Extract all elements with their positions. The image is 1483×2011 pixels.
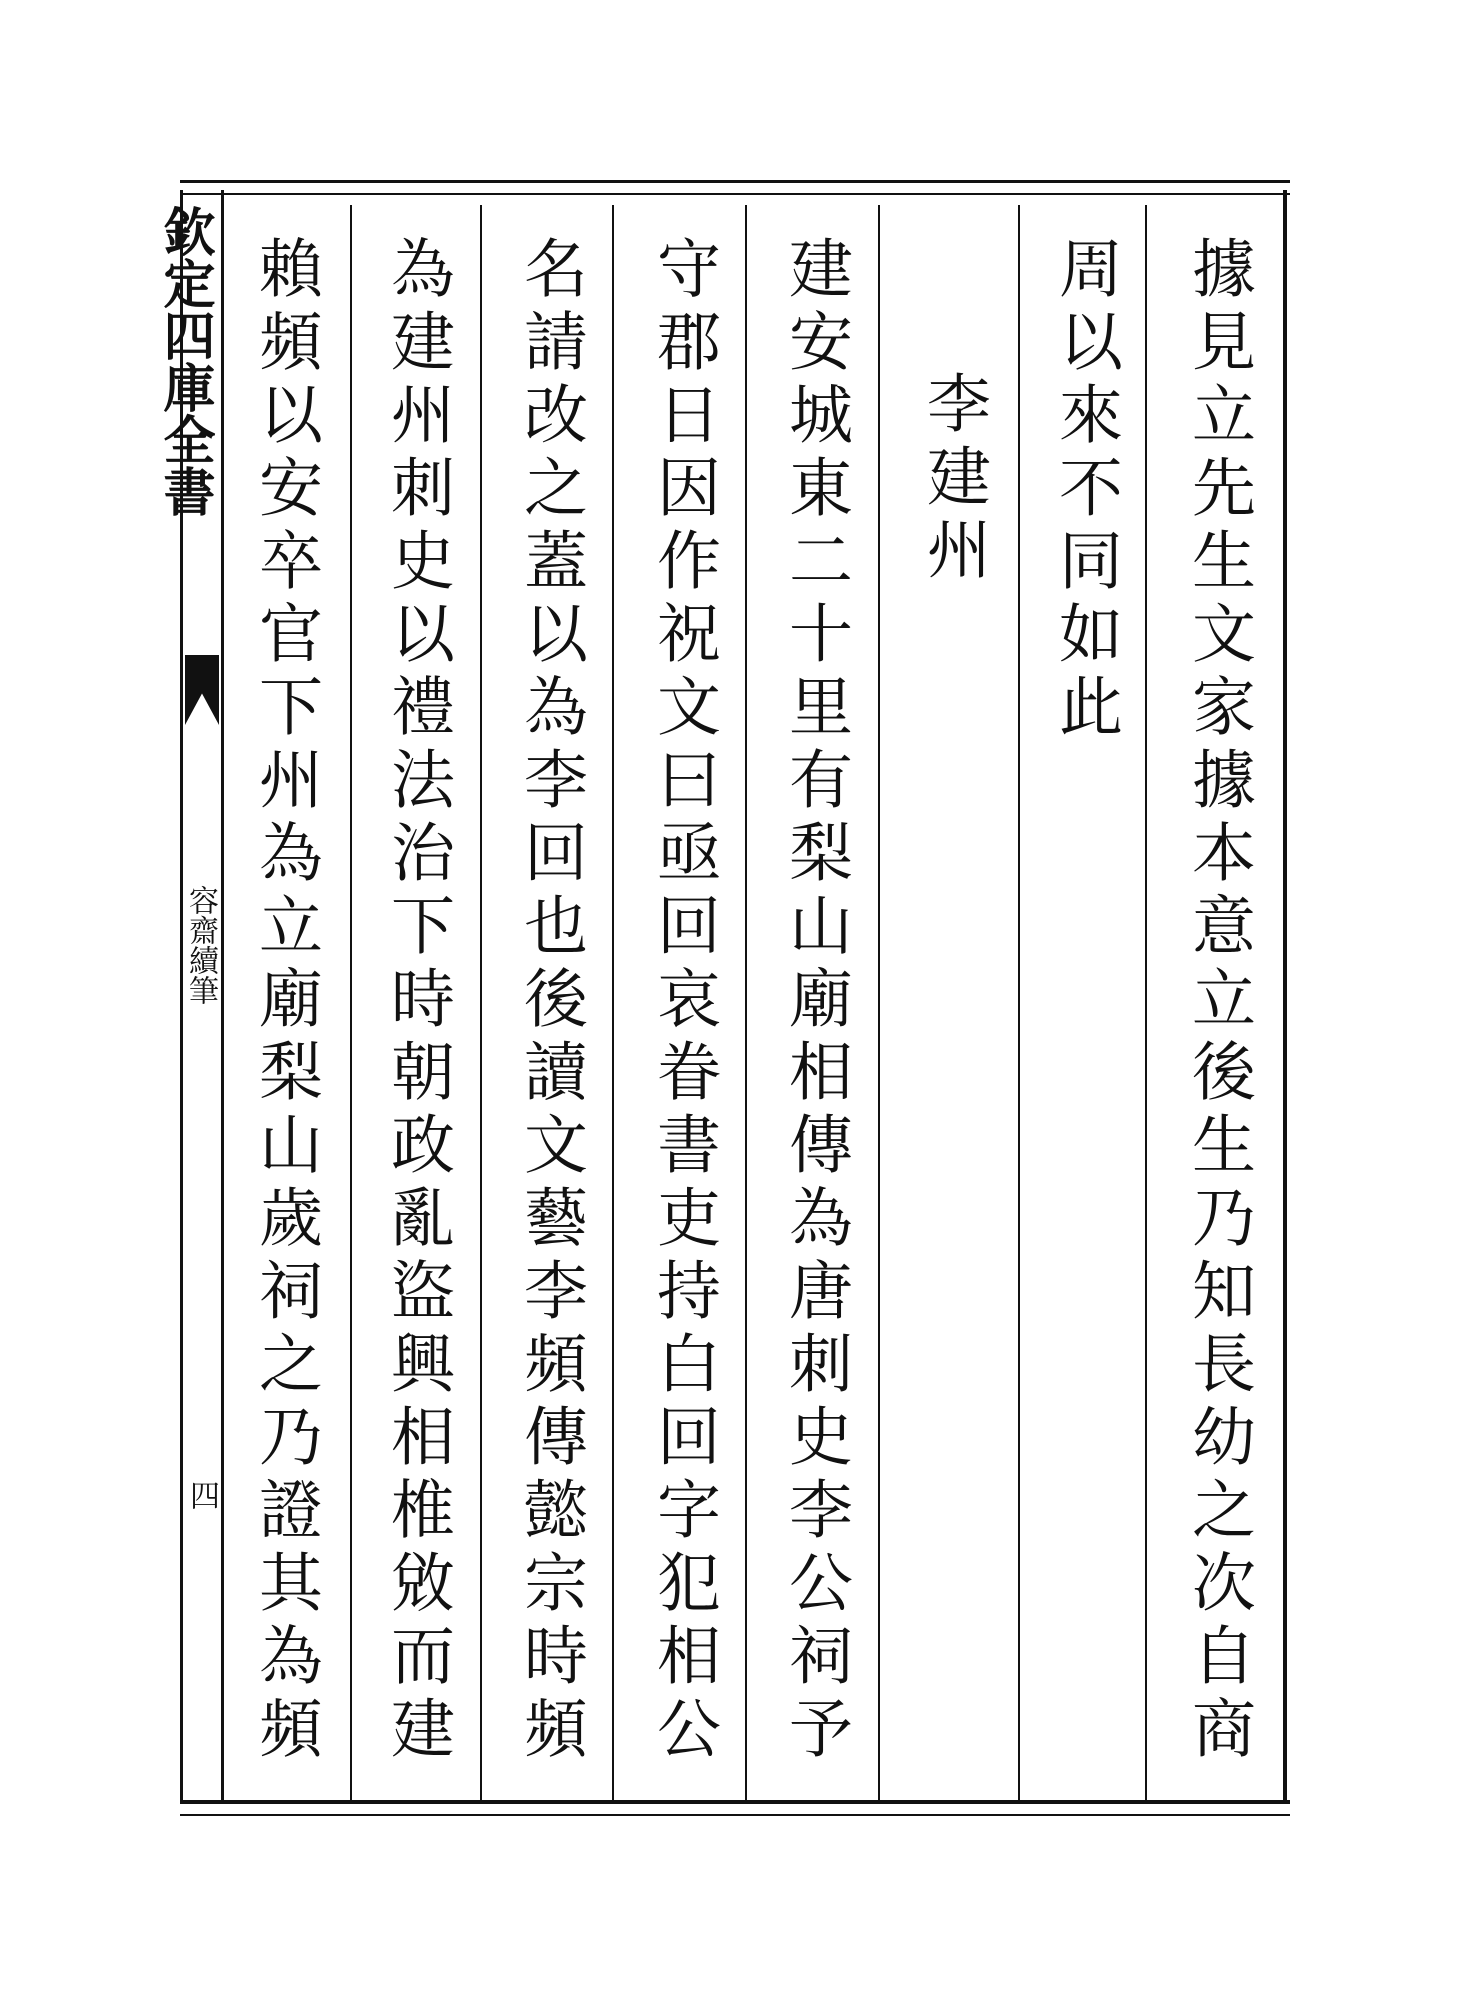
column-divider xyxy=(612,205,614,1800)
text-column-5: 名請改之蓋以為李回也後讀文藝李頻傳懿宗時頻 xyxy=(513,235,587,1768)
section-heading: 李建州 xyxy=(916,370,990,589)
column-divider xyxy=(350,205,352,1800)
text-column-4: 守郡日因作祝文曰亟回哀眷書吏持白回字犯相公 xyxy=(646,235,720,1768)
bottom-border xyxy=(180,1800,1290,1816)
column-divider xyxy=(1145,205,1147,1800)
column-divider xyxy=(1018,205,1020,1800)
column-divider xyxy=(745,205,747,1800)
column-divider xyxy=(480,205,482,1800)
right-border xyxy=(1283,190,1287,1802)
text-column-2: 周以來不同如此 xyxy=(1048,235,1122,746)
top-border xyxy=(180,180,1290,195)
text-column-6: 為建州刺史以禮法治下時朝政亂盜興相椎敓而建 xyxy=(380,235,454,1768)
text-column-3: 建安城東二十里有梨山廟相傳為唐刺史李公祠予 xyxy=(778,235,852,1768)
text-column-7: 賴頻以安卒官下州為立廟梨山歲祠之乃證其為頻 xyxy=(248,235,322,1768)
series-title: 欽定四庫全書 xyxy=(154,205,215,517)
page-number: 四 xyxy=(184,1480,219,1510)
text-column-1: 據見立先生文家據本意立後生乃知長幼之次自商 xyxy=(1181,235,1255,1768)
column-divider xyxy=(878,205,880,1800)
book-title: 容齋續筆 xyxy=(183,885,218,1005)
